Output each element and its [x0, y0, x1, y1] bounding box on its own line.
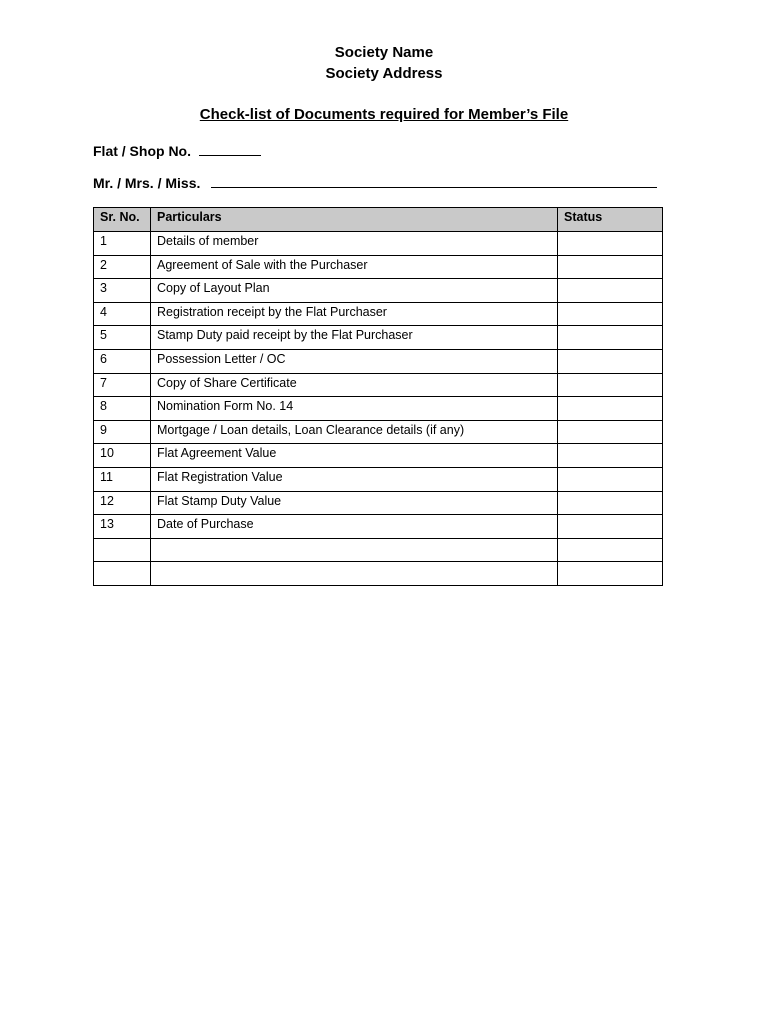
- table-row: [94, 515, 663, 539]
- table-row: [94, 420, 663, 444]
- cell-particular: Agreement of Sale with the Purchaser: [151, 255, 558, 279]
- society-address: Society Address: [325, 65, 443, 82]
- table-row: [94, 302, 663, 326]
- cell-sr-no: 5: [94, 326, 151, 350]
- cell-sr-no: 10: [94, 444, 151, 468]
- cell-status: [558, 279, 663, 303]
- cell-particular: Flat Agreement Value: [151, 444, 558, 468]
- cell-status: [558, 326, 663, 350]
- cell-particular: Registration receipt by the Flat Purchaser: [151, 302, 558, 326]
- cell-particular: Details of member: [151, 232, 558, 256]
- table-row: [94, 255, 663, 279]
- cell-particular: [151, 562, 558, 586]
- cell-sr-no: 9: [94, 420, 151, 444]
- cell-sr-no: [94, 562, 151, 586]
- cell-status: [558, 538, 663, 562]
- cell-particular: Copy of Layout Plan: [151, 279, 558, 303]
- cell-particular: Mortgage / Loan details, Loan Clearance details (if any): [151, 420, 558, 444]
- table-header-row: [94, 208, 663, 232]
- cell-status: [558, 302, 663, 326]
- cell-status: [558, 562, 663, 586]
- cell-sr-no: 7: [94, 373, 151, 397]
- header-sr-no: Sr. No.: [94, 208, 151, 232]
- table-row: [94, 232, 663, 256]
- member-name-field: [93, 173, 657, 192]
- cell-status: [558, 373, 663, 397]
- table-row: [94, 326, 663, 350]
- table-row: [94, 491, 663, 515]
- flat-shop-field: [93, 141, 261, 160]
- cell-sr-no: 2: [94, 255, 151, 279]
- cell-sr-no: 12: [94, 491, 151, 515]
- cell-status: [558, 232, 663, 256]
- table-row: [94, 349, 663, 373]
- table-row: [94, 562, 663, 586]
- cell-status: [558, 491, 663, 515]
- header-particulars: Particulars: [151, 208, 558, 232]
- cell-status: [558, 444, 663, 468]
- cell-status: [558, 467, 663, 491]
- cell-sr-no: [94, 538, 151, 562]
- table-row: [94, 467, 663, 491]
- flat-shop-blank-line: [199, 141, 261, 156]
- cell-particular: Flat Stamp Duty Value: [151, 491, 558, 515]
- cell-sr-no: 13: [94, 515, 151, 539]
- table-row: [94, 538, 663, 562]
- cell-status: [558, 397, 663, 421]
- society-name: Society Name: [334, 44, 434, 61]
- table-row: [94, 279, 663, 303]
- cell-particular: [151, 538, 558, 562]
- cell-particular: Flat Registration Value: [151, 467, 558, 491]
- cell-particular: Nomination Form No. 14: [151, 397, 558, 421]
- cell-particular: Possession Letter / OC: [151, 349, 558, 373]
- flat-shop-label: Flat / Shop No.: [93, 143, 191, 159]
- table-row: [94, 444, 663, 468]
- table-row: [94, 373, 663, 397]
- cell-status: [558, 349, 663, 373]
- cell-status: [558, 515, 663, 539]
- member-name-blank-line: [211, 173, 657, 188]
- cell-particular: Copy of Share Certificate: [151, 373, 558, 397]
- cell-particular: Stamp Duty paid receipt by the Flat Purchaser: [151, 326, 558, 350]
- table-row: [94, 397, 663, 421]
- cell-particular: Date of Purchase: [151, 515, 558, 539]
- cell-sr-no: 6: [94, 349, 151, 373]
- cell-sr-no: 11: [94, 467, 151, 491]
- documents-checklist-table: [93, 207, 663, 586]
- cell-sr-no: 1: [94, 232, 151, 256]
- cell-sr-no: 8: [94, 397, 151, 421]
- cell-status: [558, 255, 663, 279]
- header-status: Status: [558, 208, 663, 232]
- cell-sr-no: 3: [94, 279, 151, 303]
- cell-status: [558, 420, 663, 444]
- document-title: Check-list of Documents required for Member’s File: [199, 106, 569, 123]
- cell-sr-no: 4: [94, 302, 151, 326]
- member-name-label: Mr. / Mrs. / Miss.: [93, 175, 201, 191]
